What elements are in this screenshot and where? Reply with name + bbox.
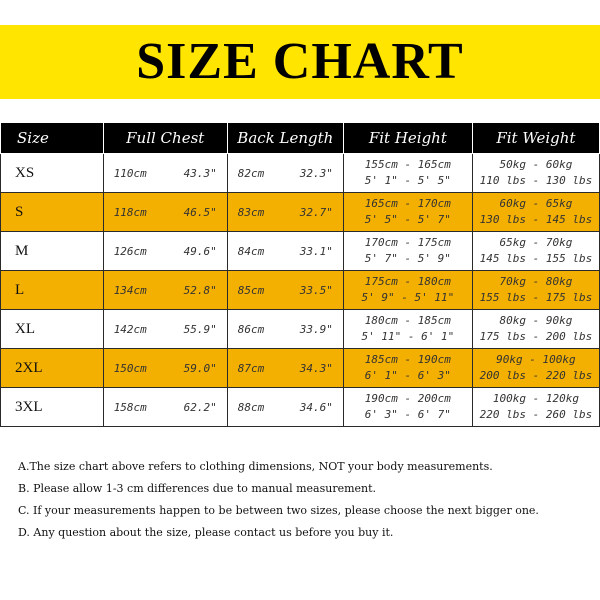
weight-lbs: 110 lbs - 130 lbs [479, 174, 593, 187]
height-cm: 170cm - 175cm [364, 236, 451, 249]
back-cell [227, 349, 343, 388]
back-in: 32.7" [299, 205, 333, 219]
chest-in: 49.6" [183, 244, 217, 258]
back-cm: 82cm [237, 166, 265, 180]
back-in: 34.6" [299, 400, 333, 414]
back-cell [227, 193, 343, 232]
weight-kg: 60kg - 65kg [499, 197, 573, 210]
header-size: Size [1, 123, 104, 154]
chest-in: 55.9" [183, 322, 217, 336]
header-back-length: Back Length [227, 123, 343, 154]
back-cell [227, 271, 343, 310]
table-header-row [1, 123, 600, 154]
note-item: B. Please allow 1-3 cm differences due to manual measurement. [18, 482, 377, 495]
weight-kg: 100kg - 120kg [492, 392, 579, 405]
height-ft: 5' 5" - 5' 7" [364, 213, 451, 226]
height-cm: 180cm - 185cm [364, 314, 451, 327]
chest-cell [103, 193, 227, 232]
chest-cell [103, 232, 227, 271]
table-row [1, 232, 600, 271]
chest-cm: 150cm [113, 361, 147, 375]
table-row [1, 193, 600, 232]
height-cell [343, 388, 472, 427]
size-label: XS [15, 164, 35, 181]
header-full-chest: Full Chest [103, 123, 227, 154]
size-notes [18, 460, 588, 548]
chest-in: 59.0" [183, 361, 217, 375]
chest-in: 46.5" [183, 205, 217, 219]
weight-lbs: 220 lbs - 260 lbs [479, 408, 593, 421]
height-cell [343, 349, 472, 388]
note-item: D. Any question about the size, please contact us before you buy it. [18, 526, 394, 539]
back-cell [227, 232, 343, 271]
chest-cm: 110cm [113, 166, 147, 180]
chest-in: 43.3" [183, 166, 217, 180]
height-ft: 5' 7" - 5' 9" [364, 252, 451, 265]
note-item: C. If your measurements happen to be between two sizes, please choose the next bigger one. [18, 504, 539, 517]
chest-cm: 126cm [113, 244, 147, 258]
chest-cell [103, 154, 227, 193]
table-row [1, 310, 600, 349]
height-cell [343, 310, 472, 349]
back-cm: 84cm [237, 244, 265, 258]
weight-lbs: 155 lbs - 175 lbs [479, 291, 593, 304]
size-cell [1, 154, 104, 193]
height-cell [343, 271, 472, 310]
size-label: XL [15, 320, 35, 337]
table-row [1, 271, 600, 310]
weight-lbs: 145 lbs - 155 lbs [479, 252, 593, 265]
height-cm: 155cm - 165cm [364, 158, 451, 171]
height-ft: 5' 11" - 6' 1" [361, 330, 455, 343]
weight-kg: 50kg - 60kg [499, 158, 573, 171]
back-in: 33.1" [299, 244, 333, 258]
weight-cell [472, 193, 599, 232]
chest-cell [103, 271, 227, 310]
chest-cm: 142cm [113, 322, 147, 336]
table-row [1, 154, 600, 193]
weight-lbs: 175 lbs - 200 lbs [479, 330, 593, 343]
back-cm: 88cm [237, 400, 265, 414]
back-cm: 87cm [237, 361, 265, 375]
chest-in: 62.2" [183, 400, 217, 414]
back-cm: 83cm [237, 205, 265, 219]
height-ft: 5' 1" - 5' 5" [364, 174, 451, 187]
height-cm: 185cm - 190cm [364, 353, 451, 366]
size-label: 2XL [15, 359, 43, 376]
size-cell [1, 310, 104, 349]
chest-cell [103, 310, 227, 349]
weight-kg: 80kg - 90kg [499, 314, 573, 327]
back-cell [227, 388, 343, 427]
weight-cell [472, 154, 599, 193]
weight-cell [472, 232, 599, 271]
back-cm: 86cm [237, 322, 265, 336]
size-cell [1, 232, 104, 271]
height-cell [343, 193, 472, 232]
header-fit-height: Fit Height [343, 123, 472, 154]
back-in: 33.9" [299, 322, 333, 336]
weight-kg: 65kg - 70kg [499, 236, 573, 249]
weight-cell [472, 349, 599, 388]
weight-kg: 90kg - 100kg [496, 353, 576, 366]
back-in: 34.3" [299, 361, 333, 375]
note-item: A.The size chart above refers to clothing dimensions, NOT your body measurements. [18, 460, 493, 473]
height-cell [343, 154, 472, 193]
size-cell [1, 193, 104, 232]
chest-cell [103, 388, 227, 427]
size-cell [1, 349, 104, 388]
height-ft: 5' 9" - 5' 11" [361, 291, 455, 304]
header-fit-weight: Fit Weight [472, 123, 599, 154]
back-in: 33.5" [299, 283, 333, 297]
height-cm: 190cm - 200cm [364, 392, 451, 405]
size-cell [1, 388, 104, 427]
chest-cm: 158cm [113, 400, 147, 414]
weight-cell [472, 388, 599, 427]
size-label: 3XL [15, 398, 43, 415]
back-in: 32.3" [299, 166, 333, 180]
table-row [1, 388, 600, 427]
weight-cell [472, 271, 599, 310]
size-label: M [15, 242, 29, 259]
size-label: L [15, 281, 25, 298]
height-cm: 165cm - 170cm [364, 197, 451, 210]
chest-cell [103, 349, 227, 388]
page-title: SIZE CHART [136, 33, 464, 90]
height-ft: 6' 1" - 6' 3" [364, 369, 451, 382]
chest-in: 52.8" [183, 283, 217, 297]
title-banner [0, 25, 600, 99]
chest-cm: 134cm [113, 283, 147, 297]
size-label: S [15, 203, 24, 220]
weight-lbs: 200 lbs - 220 lbs [479, 369, 593, 382]
chest-cm: 118cm [113, 205, 147, 219]
weight-kg: 70kg - 80kg [499, 275, 573, 288]
height-cell [343, 232, 472, 271]
back-cell [227, 154, 343, 193]
weight-cell [472, 310, 599, 349]
back-cm: 85cm [237, 283, 265, 297]
height-ft: 6' 3" - 6' 7" [364, 408, 451, 421]
table-row [1, 349, 600, 388]
size-chart-table [0, 122, 600, 427]
weight-lbs: 130 lbs - 145 lbs [479, 213, 593, 226]
back-cell [227, 310, 343, 349]
height-cm: 175cm - 180cm [364, 275, 451, 288]
size-cell [1, 271, 104, 310]
